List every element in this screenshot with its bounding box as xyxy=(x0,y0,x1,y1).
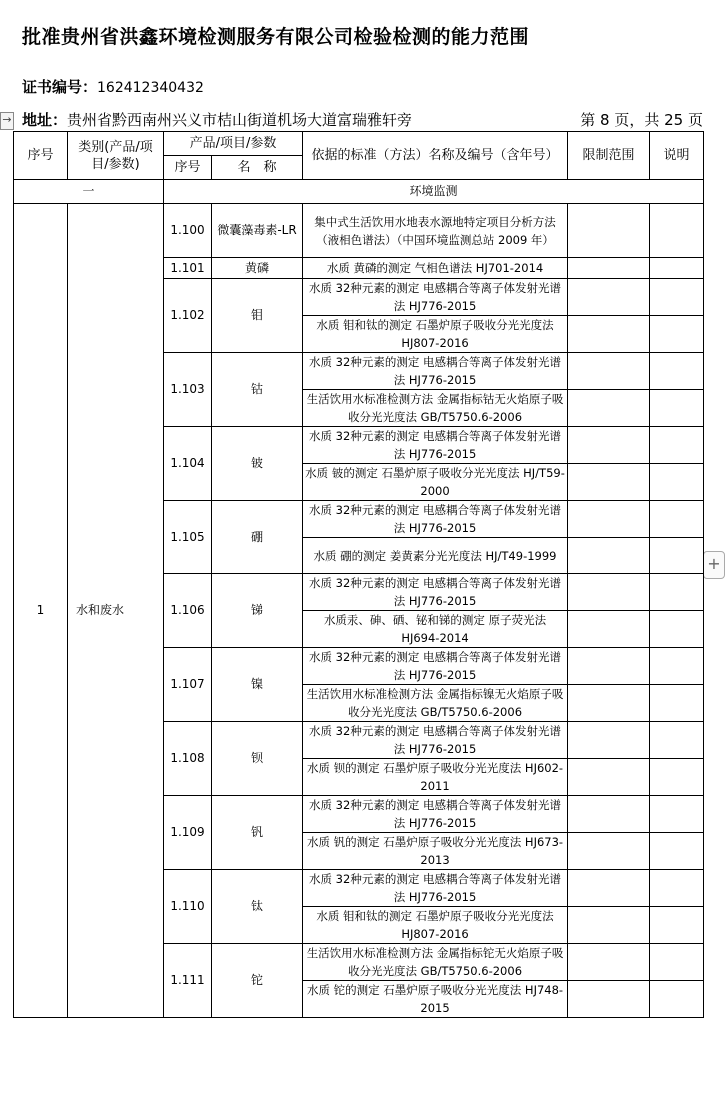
note-cell xyxy=(650,427,704,464)
item-number: 1.107 xyxy=(164,648,212,722)
standard-method: 水质 32种元素的测定 电感耦合等离子体发射光谱法 HJ776-2015 xyxy=(303,722,568,759)
header-note: 说明 xyxy=(650,132,704,180)
item-name: 钼 xyxy=(212,279,303,353)
section-number: 一 xyxy=(14,180,164,204)
item-name: 钴 xyxy=(212,353,303,427)
limit-cell xyxy=(568,648,650,685)
note-cell xyxy=(650,870,704,907)
item-name: 微囊藻毒素-LR xyxy=(212,204,303,258)
note-cell xyxy=(650,759,704,796)
standard-method: 水质 钼和钛的测定 石墨炉原子吸收分光光度法 HJ807-2016 xyxy=(303,907,568,944)
limit-cell xyxy=(568,907,650,944)
note-cell xyxy=(650,981,704,1018)
standard-method: 水质 铍的测定 石墨炉原子吸收分光光度法 HJ/T59-2000 xyxy=(303,464,568,501)
item-name: 锑 xyxy=(212,574,303,648)
item-number: 1.101 xyxy=(164,258,212,279)
standard-method: 集中式生活饮用水地表水源地特定项目分析方法（液相色谱法）（中国环境监测总站 2009 年） xyxy=(303,204,568,258)
note-cell xyxy=(650,501,704,538)
note-cell xyxy=(650,833,704,870)
standard-method: 水质 黄磷的测定 气相色谱法 HJ701-2014 xyxy=(303,258,568,279)
standard-method: 水质 32种元素的测定 电感耦合等离子体发射光谱法 HJ776-2015 xyxy=(303,796,568,833)
certificate-line xyxy=(22,76,204,97)
group-category: 水和废水 xyxy=(68,204,164,1018)
standard-method: 生活饮用水标准检测方法 金属指标钴无火焰原子吸收分光光度法 GB/T5750.6-2006 xyxy=(303,390,568,427)
limit-cell xyxy=(568,501,650,538)
limit-cell xyxy=(568,722,650,759)
table-row xyxy=(14,204,704,258)
item-number: 1.105 xyxy=(164,501,212,574)
limit-cell xyxy=(568,833,650,870)
limit-cell xyxy=(568,204,650,258)
note-cell xyxy=(650,907,704,944)
standard-method: 水质 钡的测定 石墨炉原子吸收分光光度法 HJ602-2011 xyxy=(303,759,568,796)
note-cell xyxy=(650,574,704,611)
expand-arrow-icon[interactable]: → xyxy=(0,112,14,130)
note-cell xyxy=(650,353,704,390)
standard-method: 水质 铊的测定 石墨炉原子吸收分光光度法 HJ748-2015 xyxy=(303,981,568,1018)
header-category: 类别(产品/项目/参数) xyxy=(68,132,164,180)
item-number: 1.110 xyxy=(164,870,212,944)
note-cell xyxy=(650,279,704,316)
standard-method: 水质 硼的测定 姜黄素分光光度法 HJ/T49-1999 xyxy=(303,538,568,574)
limit-cell xyxy=(568,427,650,464)
note-cell xyxy=(650,611,704,648)
header-product-group: 产品/项目/参数 xyxy=(164,132,303,156)
item-number: 1.104 xyxy=(164,427,212,501)
document-title: 批准贵州省洪鑫环境检测服务有限公司检验检测的能力范围 xyxy=(22,26,530,48)
standard-method: 生活饮用水标准检测方法 金属指标镍无火焰原子吸收分光光度法 GB/T5750.6-2006 xyxy=(303,685,568,722)
limit-cell xyxy=(568,353,650,390)
note-cell xyxy=(650,464,704,501)
address-label: 地址： xyxy=(22,111,68,129)
header-limit: 限制范围 xyxy=(568,132,650,180)
header-seq: 序号 xyxy=(14,132,68,180)
add-icon[interactable]: + xyxy=(703,551,725,579)
limit-cell xyxy=(568,258,650,279)
limit-cell xyxy=(568,464,650,501)
limit-cell xyxy=(568,390,650,427)
standard-method: 水质 钒的测定 石墨炉原子吸收分光光度法 HJ673-2013 xyxy=(303,833,568,870)
limit-cell xyxy=(568,944,650,981)
item-name: 钡 xyxy=(212,722,303,796)
note-cell xyxy=(650,538,704,574)
standard-method: 水质 32种元素的测定 电感耦合等离子体发射光谱法 HJ776-2015 xyxy=(303,427,568,464)
limit-cell xyxy=(568,685,650,722)
limit-cell xyxy=(568,279,650,316)
standard-method: 水质 32种元素的测定 电感耦合等离子体发射光谱法 HJ776-2015 xyxy=(303,501,568,538)
note-cell xyxy=(650,258,704,279)
standard-method: 水质 32种元素的测定 电感耦合等离子体发射光谱法 HJ776-2015 xyxy=(303,353,568,390)
note-cell xyxy=(650,685,704,722)
item-name: 硼 xyxy=(212,501,303,574)
standard-method: 生活饮用水标准检测方法 金属指标铊无火焰原子吸收分光光度法 GB/T5750.6-2006 xyxy=(303,944,568,981)
item-number: 1.106 xyxy=(164,574,212,648)
item-number: 1.108 xyxy=(164,722,212,796)
page-info: 第 8 页，共 25 页 xyxy=(580,111,703,129)
item-number: 1.109 xyxy=(164,796,212,870)
standard-method: 水质 32种元素的测定 电感耦合等离子体发射光谱法 HJ776-2015 xyxy=(303,574,568,611)
limit-cell xyxy=(568,796,650,833)
item-name: 黄磷 xyxy=(212,258,303,279)
note-cell xyxy=(650,722,704,759)
standard-method: 水质 32种元素的测定 电感耦合等离子体发射光谱法 HJ776-2015 xyxy=(303,870,568,907)
limit-cell xyxy=(568,574,650,611)
capability-table xyxy=(13,131,704,1018)
item-number: 1.100 xyxy=(164,204,212,258)
standard-method: 水质 钼和钛的测定 石墨炉原子吸收分光光度法 HJ807-2016 xyxy=(303,316,568,353)
limit-cell xyxy=(568,611,650,648)
certificate-number: 162412340432 xyxy=(97,80,204,96)
standard-method: 水质汞、砷、硒、铋和锑的测定 原子荧光法 HJ694-2014 xyxy=(303,611,568,648)
header-sub-seq: 序号 xyxy=(164,156,212,180)
note-cell xyxy=(650,204,704,258)
note-cell xyxy=(650,796,704,833)
note-cell xyxy=(650,944,704,981)
address-text: 贵州省黔西南州兴义市桔山街道机场大道富瑞雅轩旁 xyxy=(67,111,413,129)
note-cell xyxy=(650,316,704,353)
standard-method: 水质 32种元素的测定 电感耦合等离子体发射光谱法 HJ776-2015 xyxy=(303,279,568,316)
limit-cell xyxy=(568,759,650,796)
limit-cell xyxy=(568,981,650,1018)
item-number: 1.103 xyxy=(164,353,212,427)
limit-cell xyxy=(568,870,650,907)
item-name: 铊 xyxy=(212,944,303,1018)
section-name: 环境监测 xyxy=(164,180,704,204)
limit-cell xyxy=(568,538,650,574)
item-name: 钛 xyxy=(212,870,303,944)
item-number: 1.111 xyxy=(164,944,212,1018)
header-sub-name: 名 称 xyxy=(212,156,303,180)
group-seq: 1 xyxy=(14,204,68,1018)
header-standard: 依据的标准（方法）名称及编号（含年号） xyxy=(303,132,568,180)
item-name: 铍 xyxy=(212,427,303,501)
certificate-label: 证书编号： xyxy=(22,78,98,96)
item-name: 钒 xyxy=(212,796,303,870)
item-number: 1.102 xyxy=(164,279,212,353)
standard-method: 水质 32种元素的测定 电感耦合等离子体发射光谱法 HJ776-2015 xyxy=(303,648,568,685)
note-cell xyxy=(650,390,704,427)
limit-cell xyxy=(568,316,650,353)
note-cell xyxy=(650,648,704,685)
item-name: 镍 xyxy=(212,648,303,722)
address-line xyxy=(22,109,412,130)
